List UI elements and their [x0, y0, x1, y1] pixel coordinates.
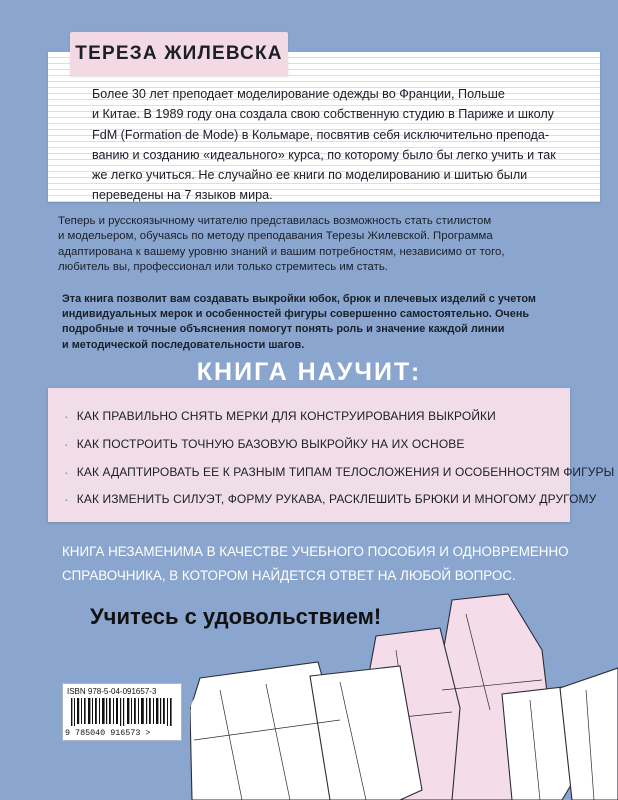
barcode-digits: 9 785040 916573 > [65, 728, 151, 738]
bio-line: ванию и созданию «идеального» курса, по которому было бы легко учить и так [92, 147, 556, 162]
eksmo-logo-icon [188, 690, 218, 726]
learn-item [64, 491, 596, 507]
intro-paragraph [58, 214, 570, 276]
bio-line: и Китае. В 1989 году она создала свою собственную студию в Париже и школу [92, 107, 554, 122]
learn-item-label: КАК ПОСТРОИТЬ ТОЧНУЮ БАЗОВУЮ ВЫКРОЙКУ НА ИХ ОСНОВЕ [76, 437, 465, 451]
bio-line: же легко учиться. Не случайно ее книги по моделированию и шитью были [92, 168, 528, 183]
closing-line: КНИГА НЕЗАМЕНИМА В КАЧЕСТВЕ УЧЕБНОГО ПОСОБИЯ И ОДНОВРЕМЕННО [62, 544, 569, 559]
author-name: ТЕРЕЗА ЖИЛЕВСКА [70, 32, 288, 76]
barcode-bars-icon [71, 698, 173, 726]
bullet-icon: · [64, 436, 69, 452]
bold-line: Эта книга позволит вам создавать выкройки юбок, брюк и плечевых изделий с учетом [62, 293, 536, 305]
bold-line: индивидуальных мерок и особенностей фигуры совершенно самостоятельно. Очень [62, 308, 530, 321]
author-bio [92, 84, 580, 206]
bold-paragraph [62, 292, 574, 353]
learn-heading: КНИГА НАУЧИТ: [196, 358, 422, 386]
learn-item [64, 408, 496, 424]
bullet-icon: · [64, 408, 69, 424]
intro-line: адаптирована к вашему уровню знаний и вашим потребностям, независимо от того, [58, 245, 505, 258]
bold-line: и методической последовательности шагов. [62, 338, 305, 351]
learn-item-label: КАК ИЗМЕНИТЬ СИЛУЭТ, ФОРМУ РУКАВА, РАСКЛЕШИТЬ БРЮКИ И МНОГОМУ ДРУГОМУ [76, 492, 597, 506]
slogan: Учитесь с удовольствием! [90, 604, 382, 629]
bio-line: переведены на 7 языков мира. [92, 188, 273, 203]
bullet-icon: · [64, 464, 69, 480]
intro-line: Теперь и русскоязычному читателю представилась возможность стать стилистом [58, 215, 492, 227]
bio-line: FdM (Formation de Mode) в Кольмаре, посвятив себя исключительно препода- [92, 127, 550, 142]
learn-item-label: КАК АДАПТИРОВАТЬ ЕЕ К РАЗНЫМ ТИПАМ ТЕЛОСЛОЖЕНИЯ И ОСОБЕННОСТЯМ ФИГУРЫ [76, 465, 615, 479]
closing-paragraph [62, 540, 582, 588]
intro-line: любитель вы, профессионал или только стремитесь им стать. [58, 261, 388, 274]
barcode [62, 683, 182, 741]
bullet-icon: · [64, 491, 69, 507]
learn-item-label: КАК ПРАВИЛЬНО СНЯТЬ МЕРКИ ДЛЯ КОНСТРУИРОВАНИЯ ВЫКРОЙКИ [76, 409, 496, 423]
learn-item [64, 436, 464, 452]
bio-line: Более 30 лет преподает моделирование одежды во Франции, Польше [92, 87, 505, 101]
learn-item [64, 464, 614, 480]
closing-line: СПРАВОЧНИКА, В КОТОРОМ НАЙДЕТСЯ ОТВЕТ НА ЛЮБОЙ ВОПРОС. [62, 568, 516, 583]
bold-line: подробные и точные объяснения помогут понять роль и значение каждой линии [62, 323, 505, 336]
isbn-label: ISBN 978-5-04-091657-3 [67, 687, 157, 696]
intro-line: и модельером, обучаясь по методу преподавания Терезы Жилевской. Программа [58, 230, 493, 243]
